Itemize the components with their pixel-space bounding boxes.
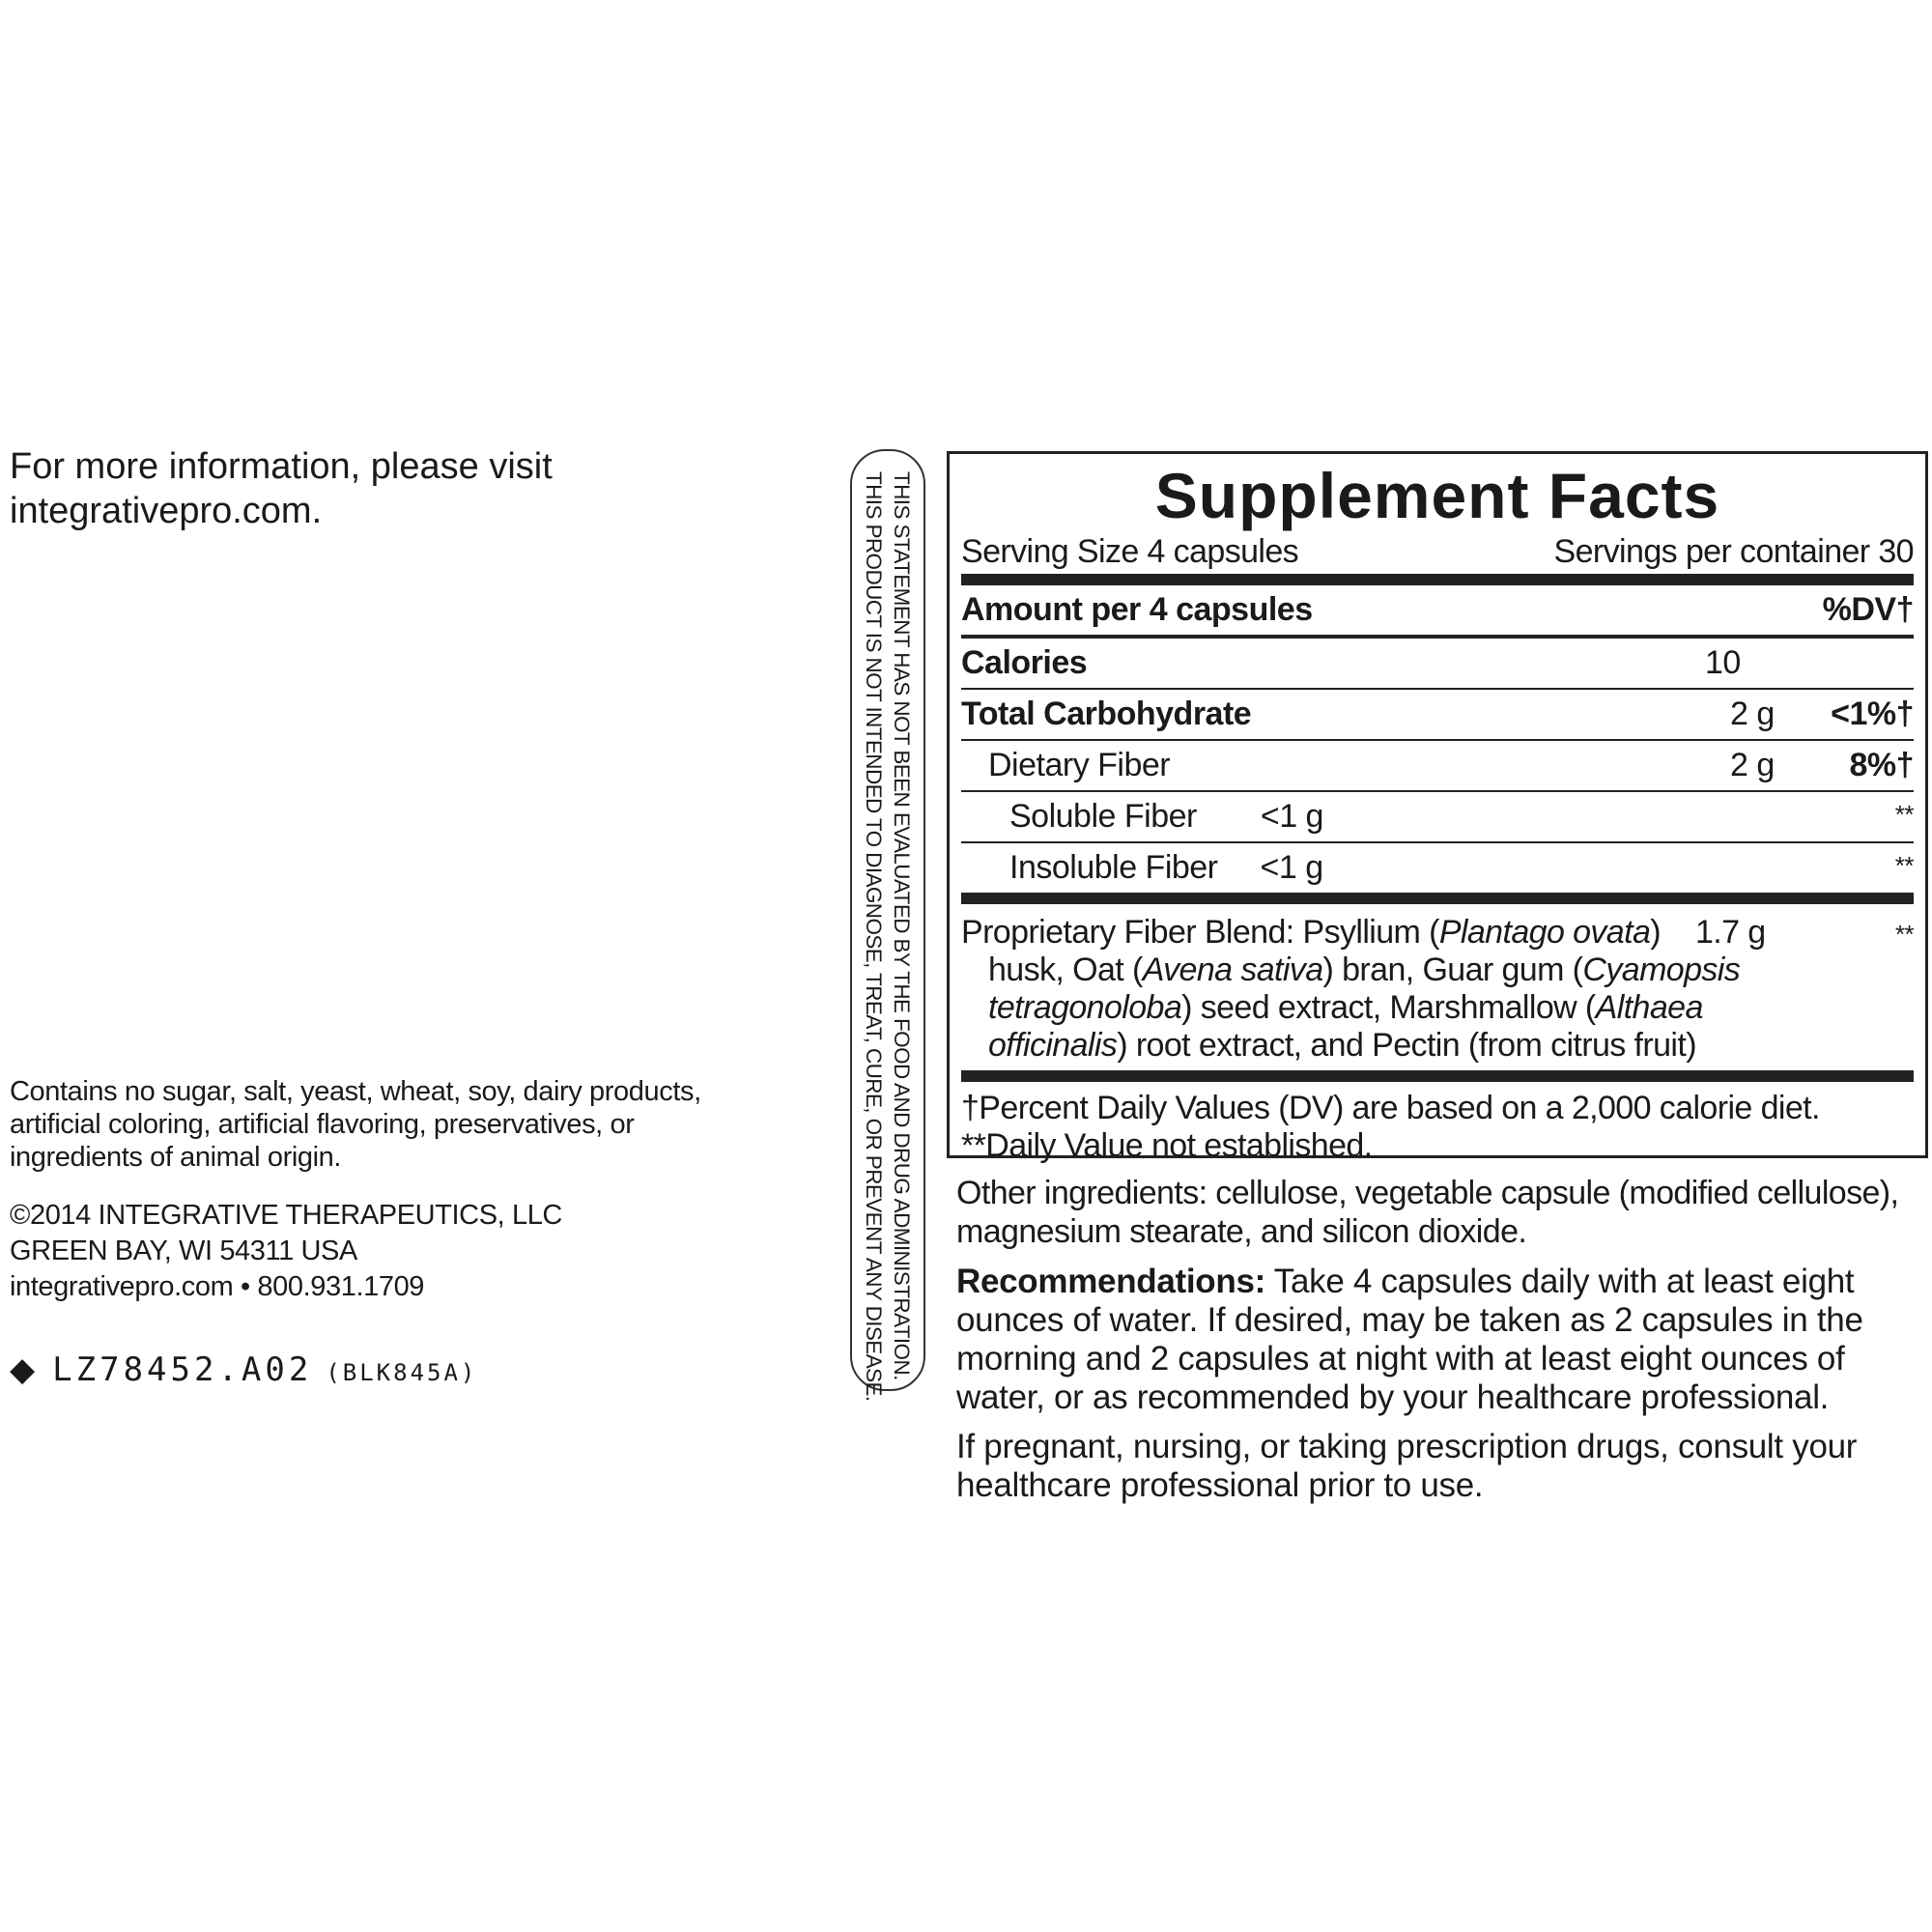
diamond-icon: ◆	[10, 1350, 36, 1389]
blend-text: Proprietary Fiber Blend: Psyllium (	[961, 914, 1439, 951]
divider-thick	[961, 574, 1914, 585]
lot-code-main: LZ78452.A02	[52, 1350, 313, 1389]
blend-latin: Cyamopsis tetragonoloba	[988, 952, 1741, 1026]
amount-header-row	[961, 585, 1914, 635]
footnote-dv: †Percent Daily Values (DV) are based on a 2,000 calorie diet.	[961, 1090, 1820, 1126]
supplement-facts-panel	[947, 451, 1928, 1164]
allergen-statement	[10, 1075, 763, 1174]
fda-line1: THIS STATEMENT HAS NOT BEEN EVALUATED BY THE FOOD AND DRUG ADMINISTRATION.	[890, 470, 914, 1380]
nutrient-dv: **	[1894, 800, 1914, 829]
blend-latin: Avena sativa	[1142, 952, 1323, 988]
nutrient-amount: <1 g	[1260, 849, 1323, 886]
nutrient-row-dietary-fiber	[961, 741, 1914, 790]
nutrient-name: Dietary Fiber	[988, 747, 1171, 783]
dv-header: %DV†	[1822, 591, 1914, 628]
contains-line2: artificial coloring, artificial flavoring, preservatives, or	[10, 1109, 635, 1140]
blend-latin: Althaea officinalis	[988, 989, 1703, 1064]
lot-code	[10, 1350, 477, 1392]
address: GREEN BAY, WI 54311 USA	[10, 1236, 357, 1266]
more-info-line1: For more information, please visit	[10, 446, 553, 487]
nutrient-row-soluble-fiber	[961, 792, 1914, 841]
divider-thick	[961, 893, 1914, 904]
nutrient-name: Total Carbohydrate	[961, 696, 1252, 732]
nutrient-name: Calories	[961, 644, 1088, 681]
nutrient-dv: 8%†	[1849, 747, 1914, 783]
nutrient-amount: 10	[1705, 644, 1741, 681]
blend-rest	[961, 952, 1742, 1065]
blend-dv: **	[1894, 920, 1914, 949]
blend-text: ) bran, Guar gum (	[1322, 952, 1583, 988]
nutrient-amount: 2 g	[1730, 696, 1775, 732]
fda-statement-box	[850, 449, 925, 1402]
proprietary-blend	[961, 904, 1914, 1070]
serving-size: Serving Size 4 capsules	[961, 532, 1299, 570]
other-ingredients: Other ingredients: cellulose, vegetable capsule (modified cellulose), magnesium stearate, and silicon dioxide.	[956, 1175, 1899, 1250]
amount-header: Amount per 4 capsules	[961, 591, 1313, 628]
nutrient-row-calories	[961, 639, 1914, 688]
nutrient-dv: <1%†	[1831, 696, 1914, 732]
recommendations	[956, 1263, 1922, 1417]
fda-line2: THIS PRODUCT IS NOT INTENDED TO DIAGNOSE, TREAT, CURE, OR PREVENT ANY DISEASE.	[862, 470, 886, 1402]
company-info	[10, 1198, 686, 1305]
serving-row	[961, 529, 1914, 574]
copyright: ©2014 INTEGRATIVE THERAPEUTICS, LLC	[10, 1200, 562, 1231]
servings-per-container: Servings per container 30	[1553, 532, 1914, 570]
facts-title: Supplement Facts	[1154, 460, 1720, 531]
nutrient-dv: **	[1894, 851, 1914, 880]
blend-amount: 1.7 g	[1695, 914, 1766, 951]
recommendations-label: Recommendations:	[956, 1263, 1265, 1300]
contains-line3: ingredients of animal origin.	[10, 1142, 342, 1173]
nutrient-row-total-carbohydrate	[961, 690, 1914, 739]
blend-text: )	[1650, 914, 1662, 951]
warning-text: If pregnant, nursing, or taking prescription drugs, consult your healthcare professional prior to use.	[956, 1428, 1858, 1504]
lot-code-sub: (BLK845A)	[326, 1359, 478, 1386]
nutrient-name: Insoluble Fiber	[1009, 849, 1218, 886]
blend-text: ) root extract, and Pectin (from citrus fruit)	[1117, 1027, 1696, 1064]
nutrient-row-insoluble-fiber	[961, 843, 1914, 893]
blend-latin: Plantago ovata	[1438, 914, 1651, 951]
more-info-text	[10, 444, 705, 533]
nutrient-name: Soluble Fiber	[1009, 798, 1197, 835]
footnotes	[961, 1082, 1914, 1165]
blend-text: ) seed extract, Marshmallow (	[1181, 989, 1596, 1026]
blend-text: husk, Oat (	[988, 952, 1143, 988]
fda-statement	[860, 470, 916, 1402]
contact: integrativepro.com • 800.931.1709	[10, 1271, 425, 1302]
more-info-line2: integrativepro.com.	[10, 491, 323, 531]
contains-line1: Contains no sugar, salt, yeast, wheat, soy, dairy products,	[10, 1076, 701, 1107]
recommendations-text: Take 4 capsules daily with at least eight ounces of water. If desired, may be taken as 2 capsules in the morning and 2 capsules at night with at least eight ounces of water, or as recommended by your healthcare professional.	[956, 1263, 1863, 1416]
footnote-not-established: **Daily Value not established.	[961, 1127, 1373, 1164]
blend-line1	[961, 914, 1753, 952]
nutrient-amount: 2 g	[1730, 747, 1775, 783]
nutrient-amount: <1 g	[1260, 798, 1323, 835]
divider-thick	[961, 1070, 1914, 1082]
